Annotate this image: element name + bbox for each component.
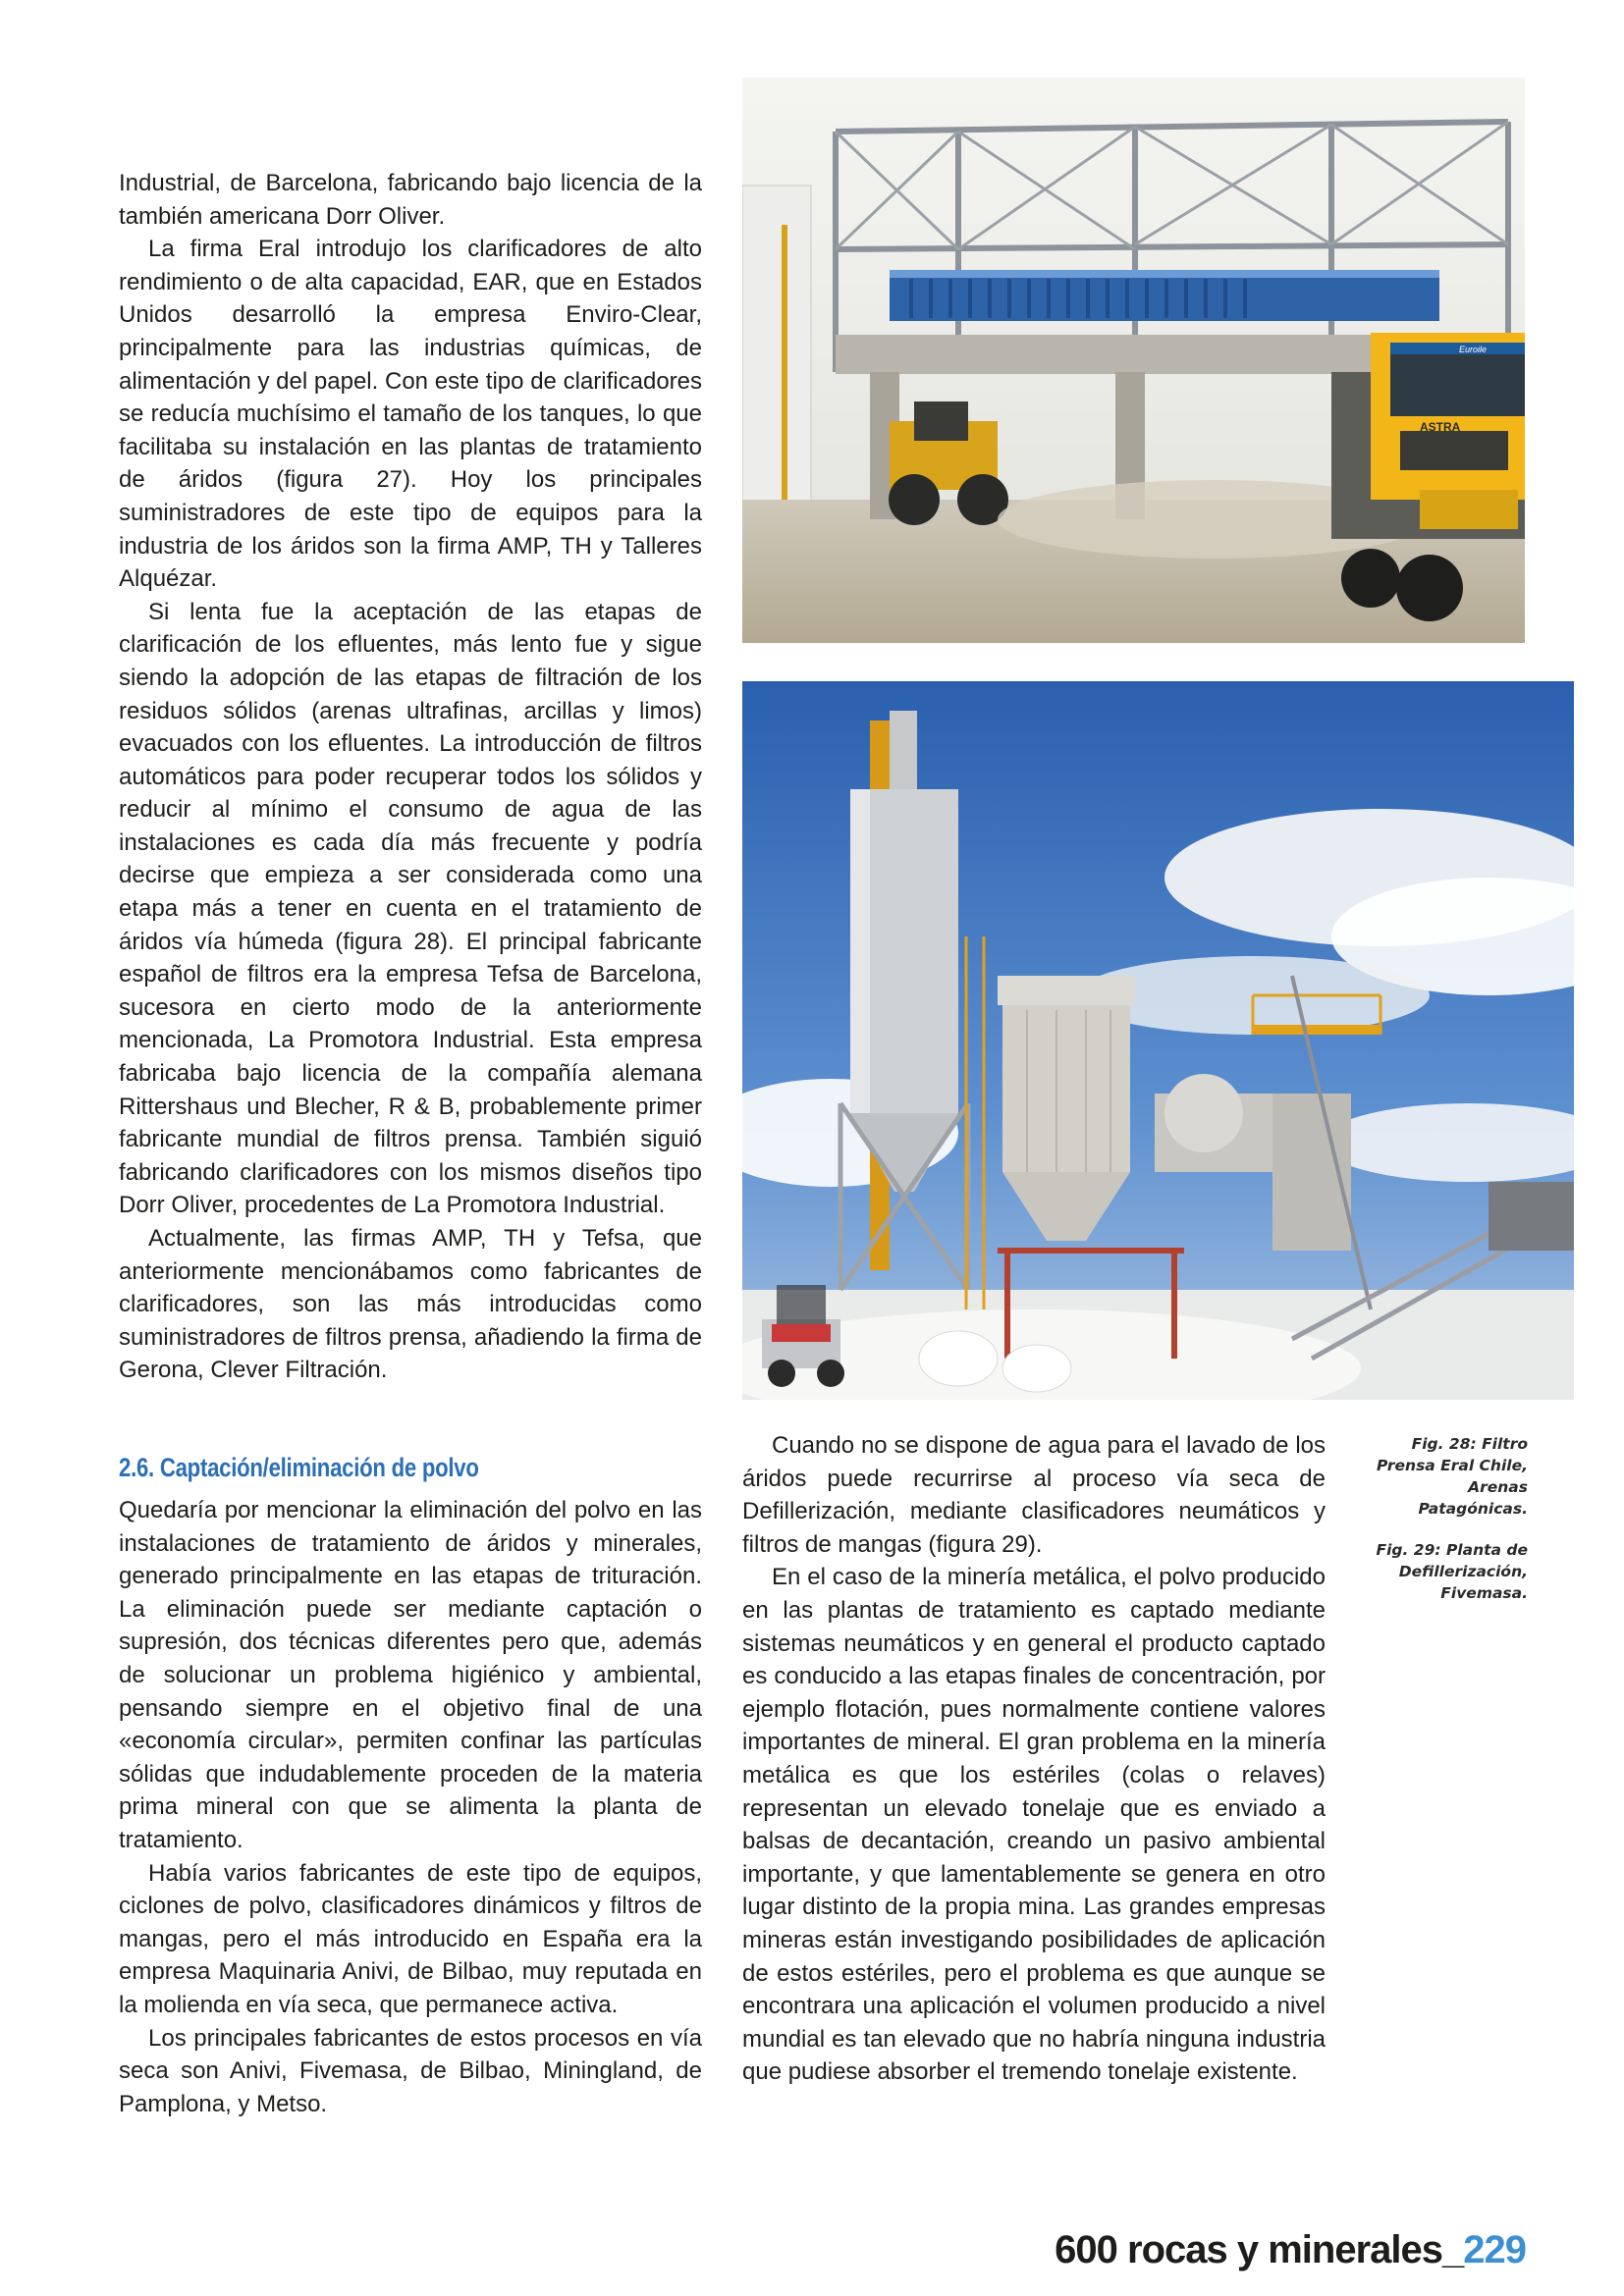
paragraph: Cuando no se dispone de agua para el lavado de los áridos puede recurrirse al proceso vía seca de Defillerización, mediante clasificadores neumáticos y filtros de mangas (figura 29). xyxy=(742,1432,1326,1558)
figure-28-photo xyxy=(742,78,1525,643)
middle-column xyxy=(742,1429,1326,2089)
left-column-bottom xyxy=(119,1494,702,2120)
paragraph: Había varios fabricantes de este tipo de equipos, ciclones de polvo, clasificadores dinámicos y filtros de mangas, pero el más introducido en España era la empresa Maquinaria Anivi, de Bilbao, muy reputada en la molienda en vía seca, que permanece activa. xyxy=(119,1859,702,2018)
figure-captions xyxy=(1355,1433,1528,1624)
page-number: 229 xyxy=(1463,2228,1526,2271)
caption-fig-29: Fig. 29: Planta de Defillerización, Fivemasa. xyxy=(1376,1541,1528,1602)
paragraph: La firma Eral introdujo los clarificadores de alto rendimiento o de alta capacidad, EAR, que en Estados Unidos desarrolló la empresa Enviro-Clear, principalmente para las industrias químicas, de alimentación y del papel. Con este tipo de clarificadores se reducía muchísimo el tamaño de los tanques, lo que facilitaba su instalación en las plantas de tratamiento de áridos (figura 27). Hoy los principales suministradores de este tipo de equipos para la industria de los áridos son la firma AMP, TH y Talleres Alquézar. xyxy=(119,236,702,593)
paragraph: Si lenta fue la aceptación de las etapas de clarificación de los efluentes, más lento fue y sigue siendo la adopción de las etapas de filtración de los residuos sólidos (arenas ultrafinas, arcillas y limos) evacuados con los efluentes. La introducción de filtros automáticos para poder recuperar todos los sólidos y reducir al mínimo el consumo de agua de las instalaciones es cada día más frecuente y podría decirse que empieza a ser considerada como una etapa más a tener en cuenta en el tratamiento de áridos vía húmeda (figura 28). El principal fabricante español de filtros era la empresa Tefsa de Barcelona, sucesora en cierto modo de la anteriormente mencionada, La Promotora Industrial. Esta empresa fabricaba bajo licencia de la compañía alemana Rittershaus und Blecher, R & B, probablemente primer fabricante mundial de filtros prensa. También siguió fabricando clarificadores con los mismos diseños tipo Dorr Oliver, procedentes de La Promotora Industrial. xyxy=(119,598,702,1219)
figure-29-photo xyxy=(742,681,1574,1400)
publication-title: 600 rocas y minerales_ xyxy=(1055,2228,1464,2271)
paragraph: Quedaría por mencionar la eliminación del polvo en las instalaciones de tratamiento de áridos y minerales, generado principalmente en las etapas de trituración. La eliminación puede ser mediante captación o supresión, dos técnicas diferentes pero que, además de solucionar un problema higiénico y ambiental, pensando siempre en el objetivo final de una «economía circular», permiten confinar las partículas sólidas que indudablemente proceden de la materia prima mineral con que se alimenta la planta de tratamiento. xyxy=(119,1497,702,1853)
truck-visor-text: Euroile xyxy=(1459,345,1488,354)
paragraph: Actualmente, las firmas AMP, TH y Tefsa, que anteriormente mencionábamos como fabricantes de clarificadores, son las más introducidas como suministradores de filtros prensa, añadiendo la firma de Gerona, Clever Filtración. xyxy=(119,1225,702,1384)
paragraph: En el caso de la minería metálica, el polvo producido en las plantas de tratamiento es captado mediante sistemas neumáticos y en general el producto captado es conducido a las etapas finales de concentración, por ejemplo flotación, pues normalmente contiene valores importantes de mineral. El gran problema en la minería metálica es que los estériles (colas o relaves) representan un elevado tonelaje que es enviado a balsas de decantación, creando un pasivo ambiental importante, y que lamentablemente se genera en otro lugar distinto de la propia mina. Las grandes empresas mineras están investigando posibilidades de aplicación de estos estériles, pero el problema es que aunque se encontrara una aplicación el volumen producido a nivel mundial es tan elevado que no habría ninguna industria que pudiese absorber el tremendo tonelaje existente. xyxy=(742,1564,1326,2086)
page-footer xyxy=(1055,2228,1526,2272)
caption-fig-28: Fig. 28: Filtro Prensa Eral Chile, Arenas Patagónicas. xyxy=(1377,1435,1528,1518)
paragraph: Industrial, de Barcelona, fabricando bajo licencia de la también americana Dorr Oliver. xyxy=(119,170,702,230)
truck-brand-text: ASTRA xyxy=(1420,420,1461,434)
section-heading: 2.6. Captación/eliminación de polvo xyxy=(119,1453,479,1482)
defillerization-plant-illustration xyxy=(742,681,1574,1400)
filter-press-illustration xyxy=(742,78,1525,643)
left-column-top xyxy=(119,167,702,1387)
paragraph: Los principales fabricantes de estos procesos en vía seca son Anivi, Fivemasa, de Bilbao, Miningland, de Pamplona, y Metso. xyxy=(119,2024,702,2117)
